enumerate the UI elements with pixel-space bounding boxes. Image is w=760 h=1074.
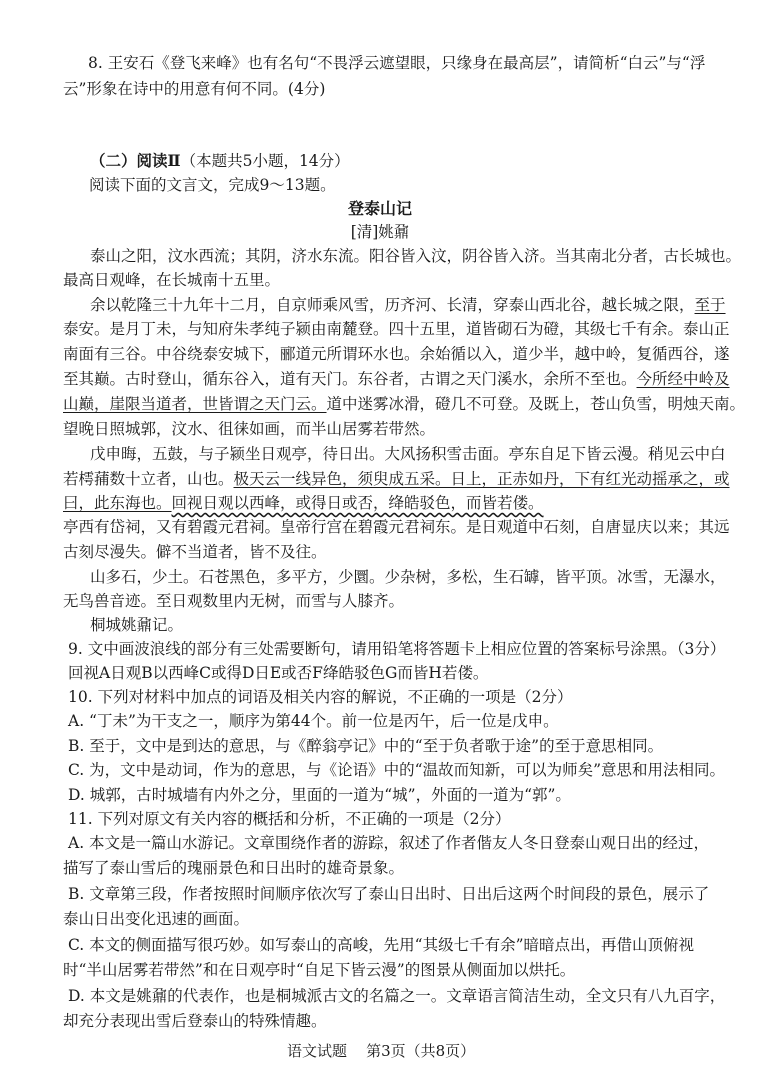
section-2-heading: [90, 150, 350, 172]
article-p5-line-2: 无鸟兽音迹。至日观数里内无树，而雪与人膝齐。: [63, 592, 405, 610]
q11-option-b-line-1: B. 文章第三段，作者按照时间顺序依次写了泰山日出时、日出后这两个时间段的景色，展示了: [68, 885, 710, 903]
article-p1-line-2: 最高日观峰，在长城南十五里。: [63, 271, 281, 289]
article-p3-line-3: [63, 492, 544, 514]
article-p2-line-5: [63, 393, 745, 415]
q11-option-d-line-2: 却充分表现出雪后登泰山的特殊情趣。: [63, 1012, 327, 1030]
underlined-phrase: 至于: [694, 296, 726, 314]
section-2-note: （本题共5小题，14分）: [180, 152, 350, 170]
section-2-instruction: 阅读下面的文言文，完成9～13题。: [89, 176, 336, 194]
article-p3-text: 若樗蒱数十立者，山也。: [63, 470, 234, 488]
article-p2-text: 余以乾隆三十九年十二月，自京师乘风雪，历齐河、长清，穿泰山西北谷，越长城之限，: [90, 296, 695, 314]
article-p5-line-1: 山多石，少土。石苍黑色，多平方，少圜。少杂树，多松，生石罅，皆平顶。冰雪，无瀑水，: [90, 568, 726, 586]
q11-option-a-line-2: 描写了泰山雪后的瑰丽景色和日出时的雄奇景象。: [63, 859, 405, 877]
q10-option-b: B. 至于，文中是到达的意思，与《醉翁亭记》中的“至于负者歌于途”的至于意思相同。: [68, 737, 664, 755]
q8-line-2: 云”形象在诗中的用意有何不同。(4分): [63, 80, 326, 98]
article-p1-line-1: 泰山之阳，汶水西流；其阴，济水东流。阳谷皆入汶，阴谷皆入济。当其南北分者，古长城也。: [90, 247, 742, 265]
q11-stem: 11. 下列对原文有关内容的概括和分析，不正确的一项是（2分）: [68, 810, 511, 828]
underlined-sentence: 山巅，崖限当道者，世皆谓之天门云。: [63, 395, 327, 413]
q11-option-d-line-1: D. 本文是姚鼐的代表作，也是桐城派古文的名篇之一。文章语言简洁生动，全文只有八九百字，: [68, 987, 726, 1005]
article-signature: 桐城姚鼐记。: [90, 616, 184, 634]
q11-option-a-line-1: A. 本文是一篇山水游记。文章围绕作者的游踪，叙述了作者偕友人冬日登泰山观日出的经过，: [68, 834, 710, 852]
article-p2-line-6: 望晚日照城郭，汶水、徂徕如画，而半山居雾若带然。: [63, 420, 436, 438]
footer-subject: 语文试题: [287, 1042, 348, 1060]
article-p3-line-1: 戊申晦，五鼓，与子颍坐日观亭，待日出。大风扬积雪击面。亭东自足下皆云漫。稍见云中白: [90, 445, 726, 463]
q11-option-c-line-2: 时“半山居雾若带然”和在日观亭时“自足下皆云漫”的图景从侧面加以烘托。: [63, 961, 576, 979]
underlined-sentence: 今所经中岭及: [636, 370, 730, 388]
wavy-underlined-sentence: 回视日观以西峰，或得日或否，绛皓驳色，而皆若偻。: [171, 494, 544, 512]
q10-option-d: D. 城郭，古时城墙有内外之分，里面的一道为“城”，外面的一道为“郭”。: [68, 786, 571, 804]
underlined-sentence: 曰，此东海也。: [63, 494, 172, 512]
page-footer: [287, 1040, 475, 1061]
article-p3-line-2: [63, 468, 730, 490]
underlined-sentence: 极天云一线异色，须臾成五采。日上，正赤如丹，下有红光动摇承之，或: [233, 470, 730, 488]
q11-option-c-line-1: C. 本文的侧面描写很巧妙。如写泰山的高峻，先用“其级七千有余”暗暗点出，再借山顶俯视: [68, 936, 695, 954]
article-p2-text: 道中迷雾冰滑，磴几不可登。及既上，苍山负雪，明烛天南。: [326, 395, 746, 413]
q11-option-b-line-2: 泰山日出变化迅速的画面。: [63, 910, 250, 928]
article-p2-line-3: 南面有三谷。中谷绕泰安城下，郦道元所谓环水也。余始循以入，道少半，越中岭，复循西谷，遂: [63, 345, 730, 363]
article-title: 登泰山记: [347, 199, 412, 218]
q9-sentence: 回视A日观B以西峰C或得D日E或否F绛皓驳色G而皆H若偻。: [68, 664, 489, 682]
article-p2-line-4: [63, 368, 730, 390]
footer-page-number: 第3页（共8页）: [366, 1042, 476, 1060]
article-p2-line-1: [90, 294, 726, 316]
article-p4-line-1: 亭西有岱祠，又有碧霞元君祠。皇帝行宫在碧霞元君祠东。是日观道中石刻，自唐显庆以来；其远: [63, 518, 730, 536]
article-p4-line-2: 古刻尽漫失。僻不当道者，皆不及往。: [63, 543, 327, 561]
article-author: [清]姚鼐: [350, 223, 410, 241]
q9-stem: 9. 文中画波浪线的部分有三处需要断句，请用铅笔将答题卡上相应位置的答案标号涂黑。（3分）: [68, 640, 726, 658]
q10-option-c: C. 为，文中是动词，作为的意思，与《论语》中的“温故而知新，可以为师矣”意思和用法相同。: [68, 761, 726, 779]
q10-stem: 10. 下列对材料中加点的词语及相关内容的解说，不正确的一项是（2分）: [68, 688, 573, 706]
q10-option-a: A. “丁未”为干支之一，顺序为第44个。前一位是丙午，后一位是戊申。: [68, 712, 559, 730]
section-2-label: （二）阅读Ⅱ: [90, 151, 181, 170]
article-p2-text: 至其巅。古时登山，循东谷入，道有天门。东谷者，古谓之天门溪水，余所不至也。: [63, 370, 637, 388]
article-p2-line-2: 泰安。是月丁未，与知府朱孝纯子颍由南麓登。四十五里，道皆砌石为磴，其级七千有余。泰山正: [63, 320, 730, 338]
q8-line-1: 8. 王安石《登飞来峰》也有名句“不畏浮云遮望眼，只缘身在最高层”，请简析“白云”与“浮: [88, 54, 706, 72]
